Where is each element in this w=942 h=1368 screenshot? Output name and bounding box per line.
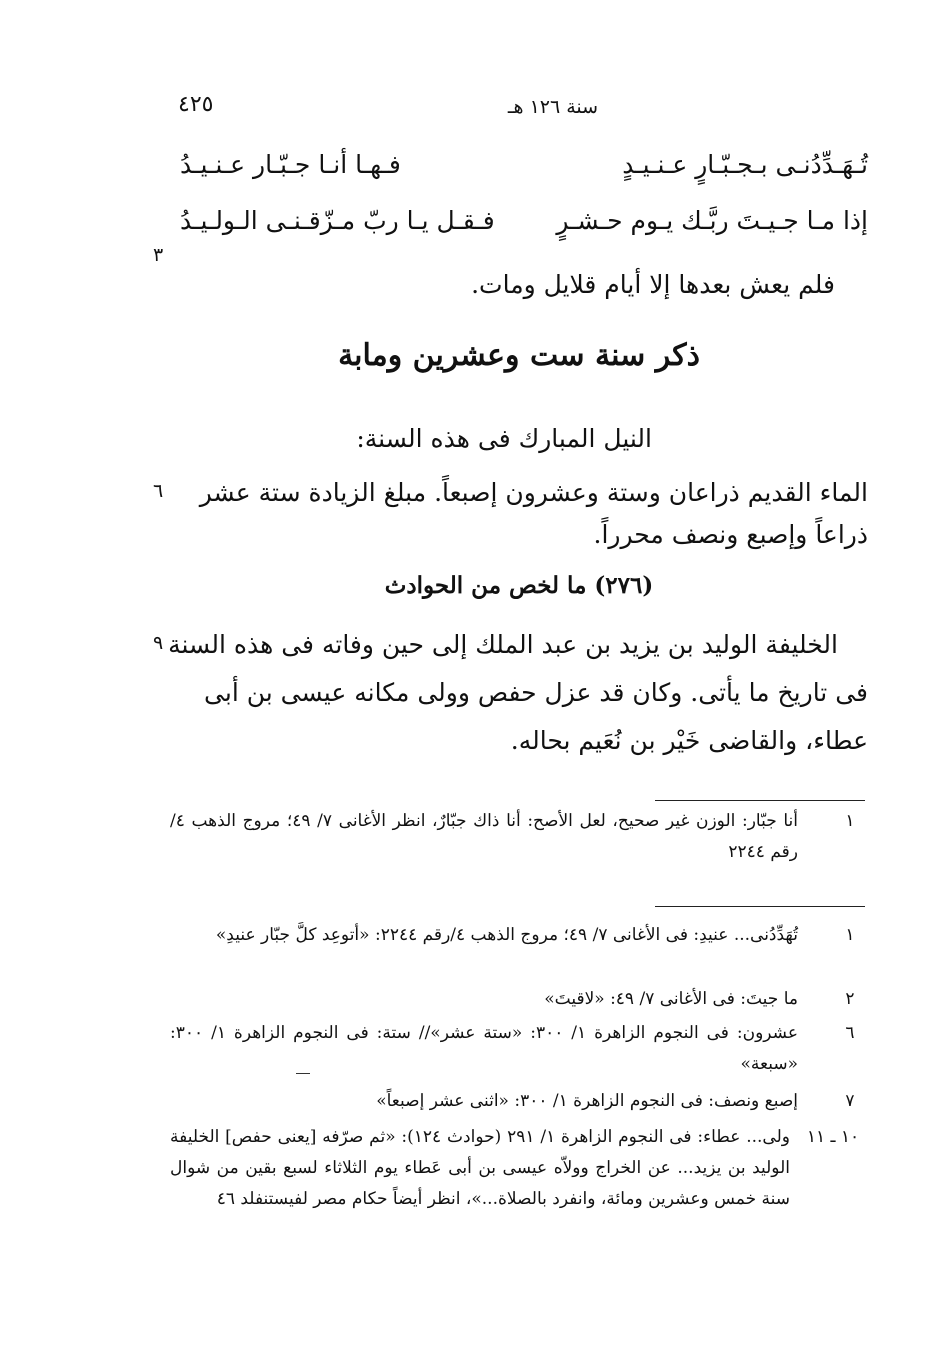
- footnote-b-4: [170, 1086, 868, 1117]
- verse-2: [170, 206, 868, 250]
- verse-1-first-hemistich: تُـهَـدِّدُنـى بـجـبّـارٍ عـنـيـدٍ: [622, 150, 868, 179]
- events-line-3: عطاء، والقاضى خَيْر بن نُعَيم بحاله.: [510, 726, 868, 755]
- running-head: سنة ١٢٦ هـ: [507, 96, 599, 118]
- footnote-number: ٧: [845, 1091, 855, 1111]
- events-heading: (٢٧٦) ما لخص من الحوادث: [384, 572, 654, 599]
- footnote-number: ٢: [845, 989, 855, 1009]
- margin-line-number-3: ٣: [153, 244, 164, 266]
- nile-line-2: ذراعاً وإصبع ونصف محرراً.: [593, 520, 868, 549]
- nile-heading: النيل المبارك فى هذه السنة:: [356, 424, 652, 453]
- footnote-text: ما جيتَ: فى الأغانى ٧/ ٤٩: «لاقيتَ»: [544, 989, 798, 1009]
- footnote-text: تُهَدِّدُنى... عنيدِ: فى الأغانى ٧/ ٤٩؛ مروج الذهب ٤/رقم ٢٢٤٤: «أتوعِد كلَّ جبّار عنيدِ»: [215, 925, 798, 945]
- footnote-rule-1: [655, 800, 865, 801]
- verse-1-second-hemistich: فـهـا أنـا جـبّـار عـنـيـدُ: [180, 150, 401, 179]
- margin-line-number-6: ٦: [153, 480, 164, 502]
- verse-1: [170, 150, 868, 194]
- footnote-text: عشرون: فى النجوم الزاهرة ١/ ٣٠٠: «ستة عشر»// ستة: فى النجوم الزاهرة ١/ ٣٠٠: «سبعة»: [170, 1023, 798, 1074]
- footnote-number: ١: [845, 811, 855, 831]
- footnote-text: ولى... عطاء: فى النجوم الزاهرة ١/ ٢٩١ (حوادث ١٢٤): «ثم صرّفه [يعنى حفص] الخليفة الوليد بن يزيد... عن الخراج وولاّه عيسى بن أبى عَطاء يوم الثلاثاء لسبع بقين من شوال سنة خمس وعشرين ومائة، وانفرد بالصلاة...»، انظر أيضاً حكام مصر لفيستنفلد ٤٦: [170, 1127, 790, 1209]
- footnote-b-5: [170, 1122, 868, 1215]
- footnote-number: ٦: [845, 1023, 855, 1043]
- footnote-number: ١٠ ـ ١١: [806, 1127, 860, 1147]
- footnote-text: إصبع ونصف: فى النجوم الزاهرة ١/ ٣٠٠: «اثنى عشر إصبعاً»: [376, 1091, 798, 1111]
- margin-line-number-9: ٩: [153, 632, 164, 654]
- page-number: ٤٢٥: [178, 92, 214, 117]
- footnote-a-1: [170, 806, 868, 868]
- footnote-b-2: [170, 984, 868, 1015]
- events-line-1: الخليفة الوليد بن يزيد بن عبد الملك إلى حين وفاته فى هذه السنة: [168, 630, 838, 659]
- stray-mark: [296, 1073, 310, 1074]
- footnote-b-3: [170, 1018, 868, 1080]
- verse-2-second-hemistich: فـقـل يـا ربّ مـزّقـنـى الـولـيـدُ: [180, 206, 495, 235]
- section-title: ذكر سنة ست وعشرين ومابة: [338, 338, 700, 373]
- body-line-after-verses: فلم يعش بعدها إلا أيام قلايل ومات.: [471, 270, 835, 299]
- footnote-rule-2: [655, 906, 865, 907]
- nile-line-1: الماء القديم ذراعان وستة وعشرون إصبعاً. مبلغ الزيادة ستة عشر: [199, 478, 868, 507]
- footnote-number: ١: [845, 925, 855, 945]
- events-line-2: فى تاريخ ما يأتى. وكان قد عزل حفص وولى مكانه عيسى بن أبى: [204, 678, 868, 707]
- footnote-b-1: [170, 920, 868, 951]
- footnote-text: أنا جبّار: الوزن غير صحيح، لعل الأصح: أنا ذاك جبّارٌ، انظر الأغانى ٧/ ٤٩؛ مروج الذهب ٤/رقم ٢٢٤٤: [170, 811, 798, 862]
- verse-2-first-hemistich: إذا مـا جـيـتَ ربَّـك يـوم حـشـرٍ: [556, 206, 868, 235]
